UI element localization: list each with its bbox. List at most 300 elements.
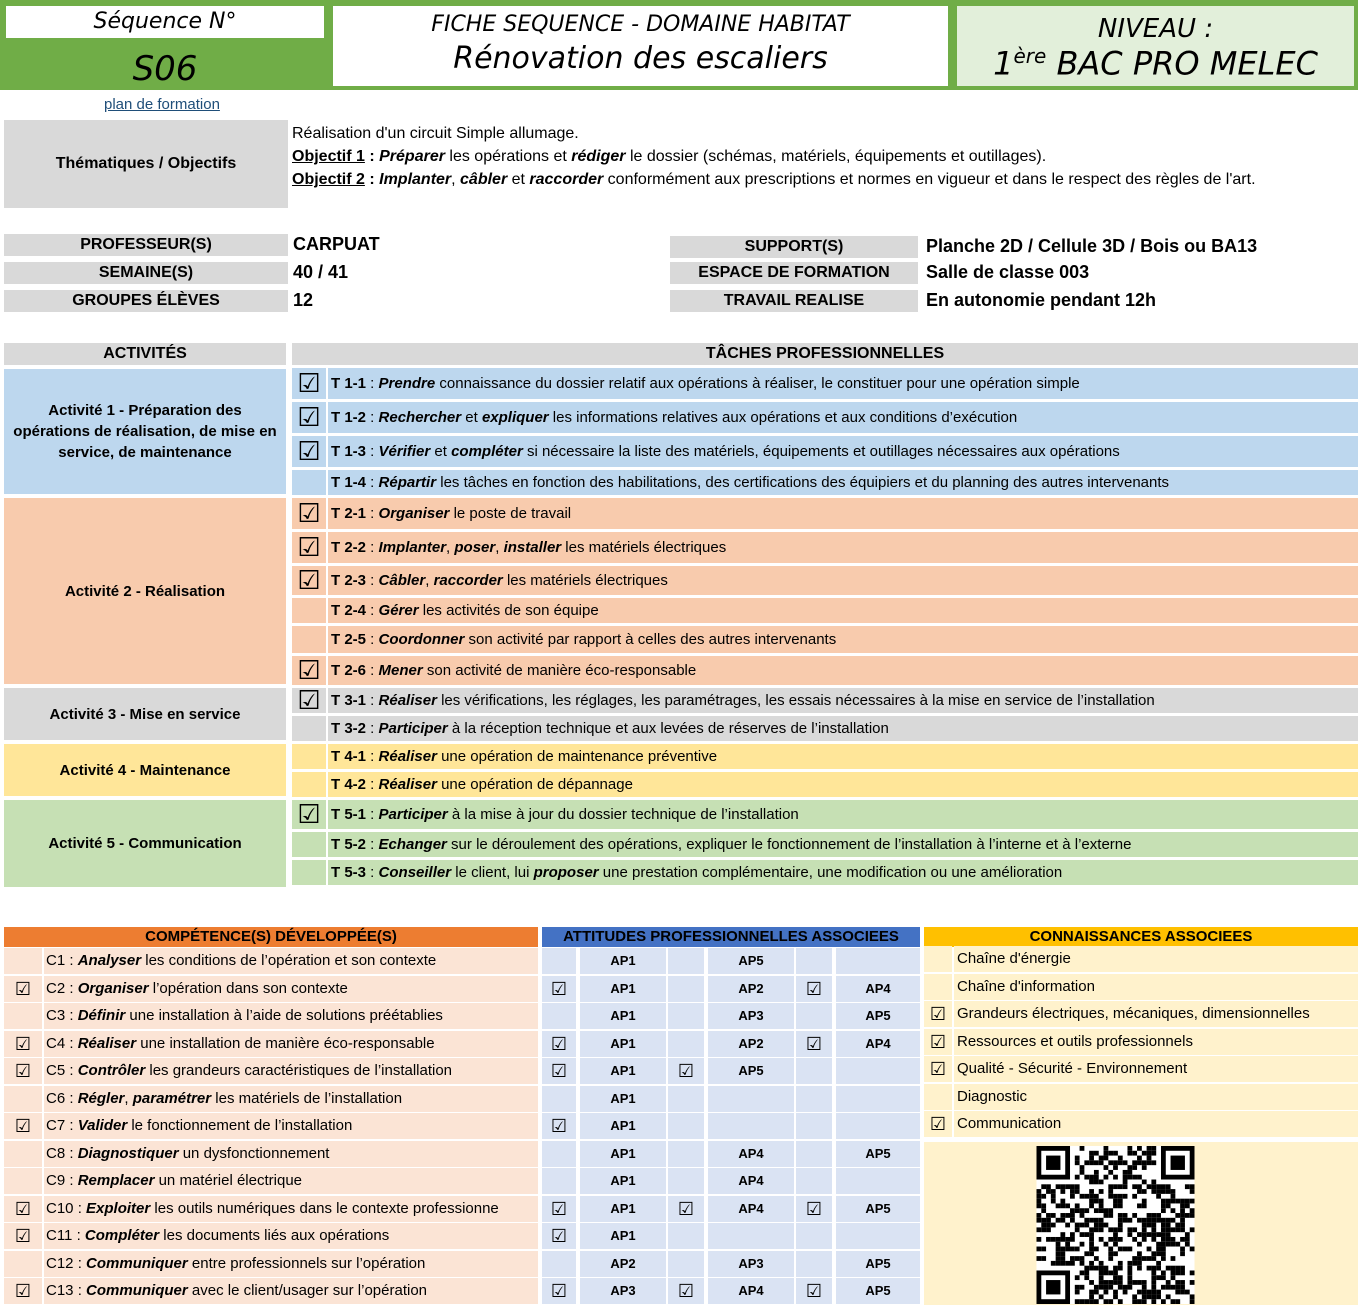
qr-module <box>1075 1285 1080 1290</box>
attitude-checkbox[interactable] <box>668 948 704 974</box>
qr-module <box>1075 1223 1080 1228</box>
qr-module <box>1051 1237 1056 1242</box>
attitude-checkbox-checked-icon[interactable]: ☑ <box>796 1196 832 1222</box>
connaissance-text: Chaîne d'énergie <box>954 946 1358 972</box>
niveau-num: 1 <box>993 44 1014 83</box>
task-checkbox[interactable] <box>292 860 326 885</box>
task-checkbox-checked-icon[interactable]: ☑ <box>292 498 326 529</box>
task-checkbox[interactable] <box>292 626 326 653</box>
competence-sep: : <box>65 1035 78 1052</box>
qr-module <box>1151 1275 1156 1280</box>
qr-module <box>1104 1146 1109 1151</box>
task-desc: son activité de manière éco-responsable <box>422 662 697 679</box>
competence-desc: un dysfonctionnement <box>178 1145 330 1162</box>
qr-module <box>1175 1227 1180 1232</box>
qr-module <box>1113 1165 1118 1170</box>
qr-module <box>1151 1232 1156 1237</box>
qr-module <box>1113 1151 1118 1156</box>
task-row <box>292 402 1358 433</box>
competence-checkbox-checked-icon[interactable]: ☑ <box>4 976 42 1002</box>
qr-module <box>1099 1160 1104 1165</box>
qr-module <box>1051 1261 1056 1266</box>
attitude-checkbox[interactable] <box>796 1168 832 1194</box>
qr-module <box>1084 1275 1089 1280</box>
qr-module <box>1156 1294 1161 1299</box>
attitude-checkbox-checked-icon[interactable]: ☑ <box>668 1196 704 1222</box>
qr-module <box>1080 1261 1085 1266</box>
attitude-checkbox[interactable] <box>668 1223 704 1249</box>
attitude-checkbox[interactable] <box>668 1141 704 1167</box>
qr-module <box>1070 1189 1075 1194</box>
activity-1: Activité 1 - Préparation des opérations de réalisation, de mise en service, de maintenance <box>4 369 286 494</box>
qr-module <box>1156 1189 1161 1194</box>
task-checkbox[interactable] <box>292 744 326 769</box>
attitude-code: AP3 <box>708 1251 794 1277</box>
attitude-row <box>542 1168 920 1195</box>
qr-module <box>1099 1237 1104 1242</box>
task-row <box>292 498 1358 529</box>
qr-module <box>1060 1251 1065 1256</box>
competence-checkbox-checked-icon[interactable]: ☑ <box>4 1113 42 1139</box>
attitude-checkbox[interactable] <box>668 976 704 1002</box>
qr-module <box>1123 1184 1128 1189</box>
attitude-checkbox[interactable] <box>796 1086 832 1112</box>
qr-module <box>1070 1218 1075 1223</box>
qr-module <box>1118 1261 1123 1266</box>
qr-module <box>1089 1299 1094 1304</box>
qr-module <box>1147 1213 1152 1218</box>
qr-module <box>1147 1290 1152 1295</box>
qr-module <box>1161 1208 1166 1213</box>
qr-module <box>1137 1184 1142 1189</box>
qr-module <box>1123 1194 1128 1199</box>
competence-checkbox[interactable] <box>4 1251 42 1277</box>
qr-module <box>1070 1232 1075 1237</box>
task-text <box>328 800 1358 829</box>
competence-row <box>4 1168 538 1195</box>
attitude-row <box>542 1141 920 1168</box>
competence-verb: Régler <box>77 1090 125 1107</box>
qr-module <box>1151 1213 1156 1218</box>
qr-module <box>1108 1170 1113 1175</box>
qr-finder <box>1046 1280 1060 1294</box>
qr-module <box>1171 1189 1176 1194</box>
qr-module <box>1123 1285 1128 1290</box>
competence-verb: Communiquer <box>86 1282 188 1299</box>
competence-verb: Diagnostiquer <box>77 1145 179 1162</box>
competence-verb: Organiser <box>77 980 149 997</box>
attitude-checkbox[interactable] <box>542 1003 576 1029</box>
qr-module <box>1108 1247 1113 1252</box>
qr-module <box>1084 1223 1089 1228</box>
task-verb: Participer <box>378 806 448 823</box>
qr-module <box>1151 1294 1156 1299</box>
attitude-checkbox-checked-icon[interactable]: ☑ <box>796 1278 832 1304</box>
qr-module <box>1060 1189 1065 1194</box>
task-checkbox[interactable] <box>292 772 326 797</box>
connaissance-checkbox[interactable] <box>924 1084 952 1110</box>
qr-module <box>1166 1294 1171 1299</box>
task-checkbox[interactable] <box>292 832 326 857</box>
attitude-checkbox[interactable] <box>542 948 576 974</box>
competence-code: C4 <box>46 1035 66 1052</box>
competence-checkbox-checked-icon[interactable]: ☑ <box>4 1058 42 1084</box>
attitude-checkbox[interactable] <box>668 1251 704 1277</box>
task-text <box>328 688 1358 713</box>
task-mid: et <box>461 409 482 426</box>
attitude-checkbox[interactable] <box>668 1113 704 1139</box>
connaissance-text: Diagnostic <box>954 1084 1358 1110</box>
task-code: T 1-2 <box>331 409 367 426</box>
attitude-checkbox[interactable] <box>796 1113 832 1139</box>
qr-module <box>1151 1180 1156 1185</box>
task-sep: : <box>366 692 379 709</box>
espace-value: Salle de classe 003 <box>926 262 1090 282</box>
qr-module <box>1142 1280 1147 1285</box>
activity-5: Activité 5 - Communication <box>4 800 286 887</box>
task-code: T 2-6 <box>331 662 367 679</box>
qr-module <box>1156 1184 1161 1189</box>
attitude-checkbox-checked-icon[interactable]: ☑ <box>796 1031 832 1057</box>
task-checkbox-checked-icon[interactable]: ☑ <box>292 688 326 713</box>
support-value: Planche 2D / Cellule 3D / Bois ou BA13 <box>926 236 1258 256</box>
attitude-checkbox[interactable] <box>668 1003 704 1029</box>
attitude-checkbox-checked-icon[interactable]: ☑ <box>542 976 576 1002</box>
qr-module <box>1185 1184 1190 1189</box>
attitude-code <box>836 1058 920 1084</box>
qr-module <box>1075 1203 1080 1208</box>
professeur-value: CARPUAT <box>293 234 380 254</box>
taches-header: TÂCHES PROFESSIONNELLES <box>292 343 1358 365</box>
competence-checkbox[interactable] <box>4 1086 42 1112</box>
qr-module <box>1127 1280 1132 1285</box>
task-checkbox-checked-icon[interactable]: ☑ <box>292 800 326 829</box>
attitude-checkbox-checked-icon[interactable]: ☑ <box>542 1223 576 1249</box>
plan-de-formation-link[interactable]: plan de formation <box>104 96 220 113</box>
qr-module <box>1080 1194 1085 1199</box>
task-mid: , <box>425 572 434 589</box>
attitude-code: AP5 <box>708 948 794 974</box>
qr-module <box>1156 1218 1161 1223</box>
qr-module <box>1104 1270 1109 1275</box>
qr-module <box>1099 1180 1104 1185</box>
qr-module <box>1060 1213 1065 1218</box>
qr-module <box>1084 1218 1089 1223</box>
attitude-checkbox[interactable] <box>796 1251 832 1277</box>
attitude-row <box>542 1058 920 1085</box>
qr-module <box>1113 1290 1118 1295</box>
qr-module <box>1171 1275 1176 1280</box>
attitude-code: AP3 <box>580 1278 666 1304</box>
qr-module <box>1108 1194 1113 1199</box>
task-verb2: proposer <box>533 864 599 881</box>
connaissance-checkbox[interactable] <box>924 974 952 1000</box>
competences-header: COMPÉTENCE(S) DÉVELOPPÉE(S) <box>4 927 538 947</box>
attitude-checkbox[interactable] <box>542 1141 576 1167</box>
task-verb: Mener <box>378 662 423 679</box>
qr-module <box>1108 1237 1113 1242</box>
qr-module <box>1127 1266 1132 1271</box>
groupes-label: GROUPES ÉLÈVES <box>4 290 288 312</box>
qr-code-icon[interactable] <box>1033 1146 1198 1304</box>
qr-module <box>1161 1270 1166 1275</box>
qr-module <box>1147 1218 1152 1223</box>
competence-desc: un matériel électrique <box>154 1172 302 1189</box>
qr-module <box>1118 1199 1123 1204</box>
competence-checkbox-checked-icon[interactable]: ☑ <box>4 1223 42 1249</box>
qr-module <box>1161 1251 1166 1256</box>
qr-module <box>1070 1256 1075 1261</box>
qr-module <box>1080 1270 1085 1275</box>
competence-text <box>44 976 538 1002</box>
attitude-checkbox[interactable] <box>542 1168 576 1194</box>
qr-module <box>1132 1194 1137 1199</box>
qr-module <box>1180 1213 1185 1218</box>
competence-checkbox-checked-icon[interactable]: ☑ <box>4 1278 42 1304</box>
task-text <box>328 566 1358 595</box>
attitude-row <box>542 1031 920 1058</box>
qr-module <box>1175 1223 1180 1228</box>
competence-desc: les conditions de l’opération et son contexte <box>141 952 437 969</box>
qr-module <box>1190 1189 1195 1194</box>
thematiques-text <box>292 122 1352 191</box>
qr-module <box>1075 1275 1080 1280</box>
qr-module <box>1151 1290 1156 1295</box>
competence-desc: les grandeurs caractéristiques de l’installation <box>145 1062 453 1079</box>
task-sep: : <box>366 748 379 765</box>
connaissance-row <box>924 1056 1358 1083</box>
attitude-code: AP2 <box>580 1251 666 1277</box>
attitude-code: AP3 <box>708 1003 794 1029</box>
task-sep: : <box>366 776 379 793</box>
qr-module <box>1180 1247 1185 1252</box>
qr-module <box>1094 1175 1099 1180</box>
task-checkbox[interactable] <box>292 470 326 495</box>
qr-module <box>1166 1203 1171 1208</box>
attitude-checkbox[interactable] <box>796 1141 832 1167</box>
attitude-code: AP1 <box>580 1223 666 1249</box>
task-verb: Prendre <box>378 375 436 392</box>
attitude-checkbox-checked-icon[interactable]: ☑ <box>542 1196 576 1222</box>
attitude-row <box>542 1086 920 1113</box>
qr-module <box>1156 1261 1161 1266</box>
qr-module <box>1118 1156 1123 1161</box>
qr-module <box>1127 1175 1132 1180</box>
task-checkbox-checked-icon[interactable]: ☑ <box>292 532 326 563</box>
competence-verb: Définir <box>77 1007 126 1024</box>
qr-module <box>1118 1160 1123 1165</box>
qr-module <box>1190 1213 1195 1218</box>
attitude-checkbox[interactable] <box>796 1058 832 1084</box>
qr-module <box>1185 1237 1190 1242</box>
task-desc: les activités de son équipe <box>418 602 599 619</box>
task-checkbox[interactable] <box>292 598 326 623</box>
qr-module <box>1037 1213 1042 1218</box>
qr-module <box>1180 1227 1185 1232</box>
attitude-checkbox-checked-icon[interactable]: ☑ <box>542 1058 576 1084</box>
qr-module <box>1142 1237 1147 1242</box>
task-checkbox-checked-icon[interactable]: ☑ <box>292 566 326 595</box>
attitude-checkbox[interactable] <box>668 1168 704 1194</box>
qr-module <box>1113 1160 1118 1165</box>
qr-module <box>1037 1218 1042 1223</box>
task-desc: le client, lui <box>451 864 534 881</box>
qr-module <box>1161 1227 1166 1232</box>
task-checkbox-checked-icon[interactable]: ☑ <box>292 436 326 467</box>
qr-module <box>1137 1189 1142 1194</box>
objectif-2: Objectif 2 : Implanter, câbler et raccorder conformément aux prescriptions et normes en vigueur et dans le respect des règles de l'art. <box>292 171 1256 188</box>
task-text <box>328 772 1358 797</box>
competence-row <box>4 1196 538 1223</box>
attitude-checkbox[interactable] <box>542 1086 576 1112</box>
competence-checkbox[interactable] <box>4 948 42 974</box>
qr-module <box>1190 1280 1195 1285</box>
qr-module <box>1180 1203 1185 1208</box>
competence-checkbox[interactable] <box>4 1168 42 1194</box>
competence-code: C9 <box>46 1172 66 1189</box>
task-checkbox-checked-icon[interactable]: ☑ <box>292 402 326 433</box>
connaissance-checkbox[interactable] <box>924 946 952 972</box>
qr-module <box>1171 1299 1176 1304</box>
qr-module <box>1075 1256 1080 1261</box>
task-row <box>292 626 1358 653</box>
objectif-1: Objectif 1 : Préparer les opérations et rédiger le dossier (schémas, matériels, équipements et outillages). <box>292 148 1047 165</box>
qr-module <box>1156 1194 1161 1199</box>
competence-sep: : <box>65 1117 78 1134</box>
task-verb2: compléter <box>451 443 523 460</box>
qr-module <box>1104 1242 1109 1247</box>
competence-checkbox-checked-icon[interactable]: ☑ <box>4 1196 42 1222</box>
attitude-row <box>542 1003 920 1030</box>
task-sep: : <box>366 443 379 460</box>
task-row <box>292 716 1358 741</box>
competence-code: C6 <box>46 1090 66 1107</box>
attitude-code <box>708 1086 794 1112</box>
task-row <box>292 772 1358 797</box>
task-sep: : <box>366 662 379 679</box>
connaissance-checkbox-checked-icon[interactable]: ☑ <box>924 1111 952 1137</box>
competence-row <box>4 948 538 975</box>
qr-module <box>1190 1199 1195 1204</box>
competence-text <box>44 1003 538 1029</box>
task-checkbox-checked-icon[interactable]: ☑ <box>292 368 326 399</box>
task-mid: et <box>430 443 452 460</box>
attitude-checkbox[interactable] <box>542 1251 576 1277</box>
connaissance-checkbox-checked-icon[interactable]: ☑ <box>924 1029 952 1055</box>
qr-module <box>1075 1227 1080 1232</box>
attitude-checkbox[interactable] <box>668 1031 704 1057</box>
competence-sep: : <box>65 1090 78 1107</box>
qr-module <box>1123 1160 1128 1165</box>
qr-module <box>1108 1151 1113 1156</box>
qr-module <box>1127 1232 1132 1237</box>
attitude-checkbox[interactable] <box>796 1223 832 1249</box>
connaissance-text: Communication <box>954 1111 1358 1137</box>
qr-module <box>1118 1184 1123 1189</box>
qr-module <box>1137 1280 1142 1285</box>
competence-desc: une installation à l’aide de solutions préétablies <box>125 1007 443 1024</box>
competence-row <box>4 1251 538 1278</box>
qr-module <box>1161 1223 1166 1228</box>
qr-module <box>1084 1208 1089 1213</box>
competence-row <box>4 1278 538 1305</box>
connaissance-checkbox-checked-icon[interactable]: ☑ <box>924 1056 952 1082</box>
qr-module <box>1065 1203 1070 1208</box>
qr-module <box>1127 1275 1132 1280</box>
attitude-checkbox-checked-icon[interactable]: ☑ <box>668 1058 704 1084</box>
qr-module <box>1113 1232 1118 1237</box>
qr-module <box>1127 1165 1132 1170</box>
task-code: T 2-1 <box>331 505 367 522</box>
qr-module <box>1104 1280 1109 1285</box>
connaissance-row <box>924 1111 1358 1138</box>
qr-module <box>1127 1247 1132 1252</box>
attitude-checkbox[interactable] <box>796 948 832 974</box>
qr-module <box>1041 1194 1046 1199</box>
qr-module <box>1142 1199 1147 1204</box>
qr-module <box>1118 1237 1123 1242</box>
task-checkbox-checked-icon[interactable]: ☑ <box>292 656 326 685</box>
competence-desc: le fonctionnement de l’installation <box>127 1117 353 1134</box>
qr-module <box>1147 1156 1152 1161</box>
qr-module <box>1142 1256 1147 1261</box>
connaissance-checkbox-checked-icon[interactable]: ☑ <box>924 1001 952 1027</box>
qr-module <box>1161 1232 1166 1237</box>
qr-module <box>1151 1266 1156 1271</box>
qr-module <box>1108 1299 1113 1304</box>
qr-module <box>1113 1270 1118 1275</box>
task-verb: Implanter <box>378 539 447 556</box>
qr-module <box>1070 1247 1075 1252</box>
qr-module <box>1037 1189 1042 1194</box>
qr-module <box>1094 1170 1099 1175</box>
task-verb2: poser <box>454 539 496 556</box>
qr-module <box>1147 1184 1152 1189</box>
qr-module <box>1037 1256 1042 1261</box>
competence-desc: avec le client/usager sur l’opération <box>187 1282 428 1299</box>
qr-module <box>1060 1199 1065 1204</box>
task-checkbox[interactable] <box>292 716 326 741</box>
qr-module <box>1132 1237 1137 1242</box>
task-code: T 3-2 <box>331 720 367 737</box>
theme-line1: Réalisation d'un circuit Simple allumage. <box>292 125 579 142</box>
task-desc: les matériels électriques <box>502 572 668 589</box>
attitude-checkbox-checked-icon[interactable]: ☑ <box>542 1278 576 1304</box>
competence-checkbox-checked-icon[interactable]: ☑ <box>4 1031 42 1057</box>
activites-header: ACTIVITÉS <box>4 343 286 365</box>
qr-module <box>1104 1208 1109 1213</box>
attitude-checkbox[interactable] <box>668 1086 704 1112</box>
connaissance-row <box>924 1084 1358 1111</box>
task-row <box>292 368 1358 399</box>
competence-checkbox[interactable] <box>4 1003 42 1029</box>
task-row <box>292 656 1358 685</box>
attitude-checkbox-checked-icon[interactable]: ☑ <box>668 1278 704 1304</box>
qr-module <box>1094 1151 1099 1156</box>
attitude-checkbox-checked-icon[interactable]: ☑ <box>542 1113 576 1139</box>
attitude-checkbox[interactable] <box>796 1003 832 1029</box>
task-text <box>328 402 1358 433</box>
competence-sep: : <box>65 1062 78 1079</box>
qr-module <box>1041 1203 1046 1208</box>
qr-module <box>1166 1285 1171 1290</box>
qr-module <box>1132 1160 1137 1165</box>
attitude-checkbox-checked-icon[interactable]: ☑ <box>796 976 832 1002</box>
attitude-checkbox-checked-icon[interactable]: ☑ <box>542 1031 576 1057</box>
competence-code: C8 <box>46 1145 66 1162</box>
competence-checkbox[interactable] <box>4 1141 42 1167</box>
qr-module <box>1113 1294 1118 1299</box>
